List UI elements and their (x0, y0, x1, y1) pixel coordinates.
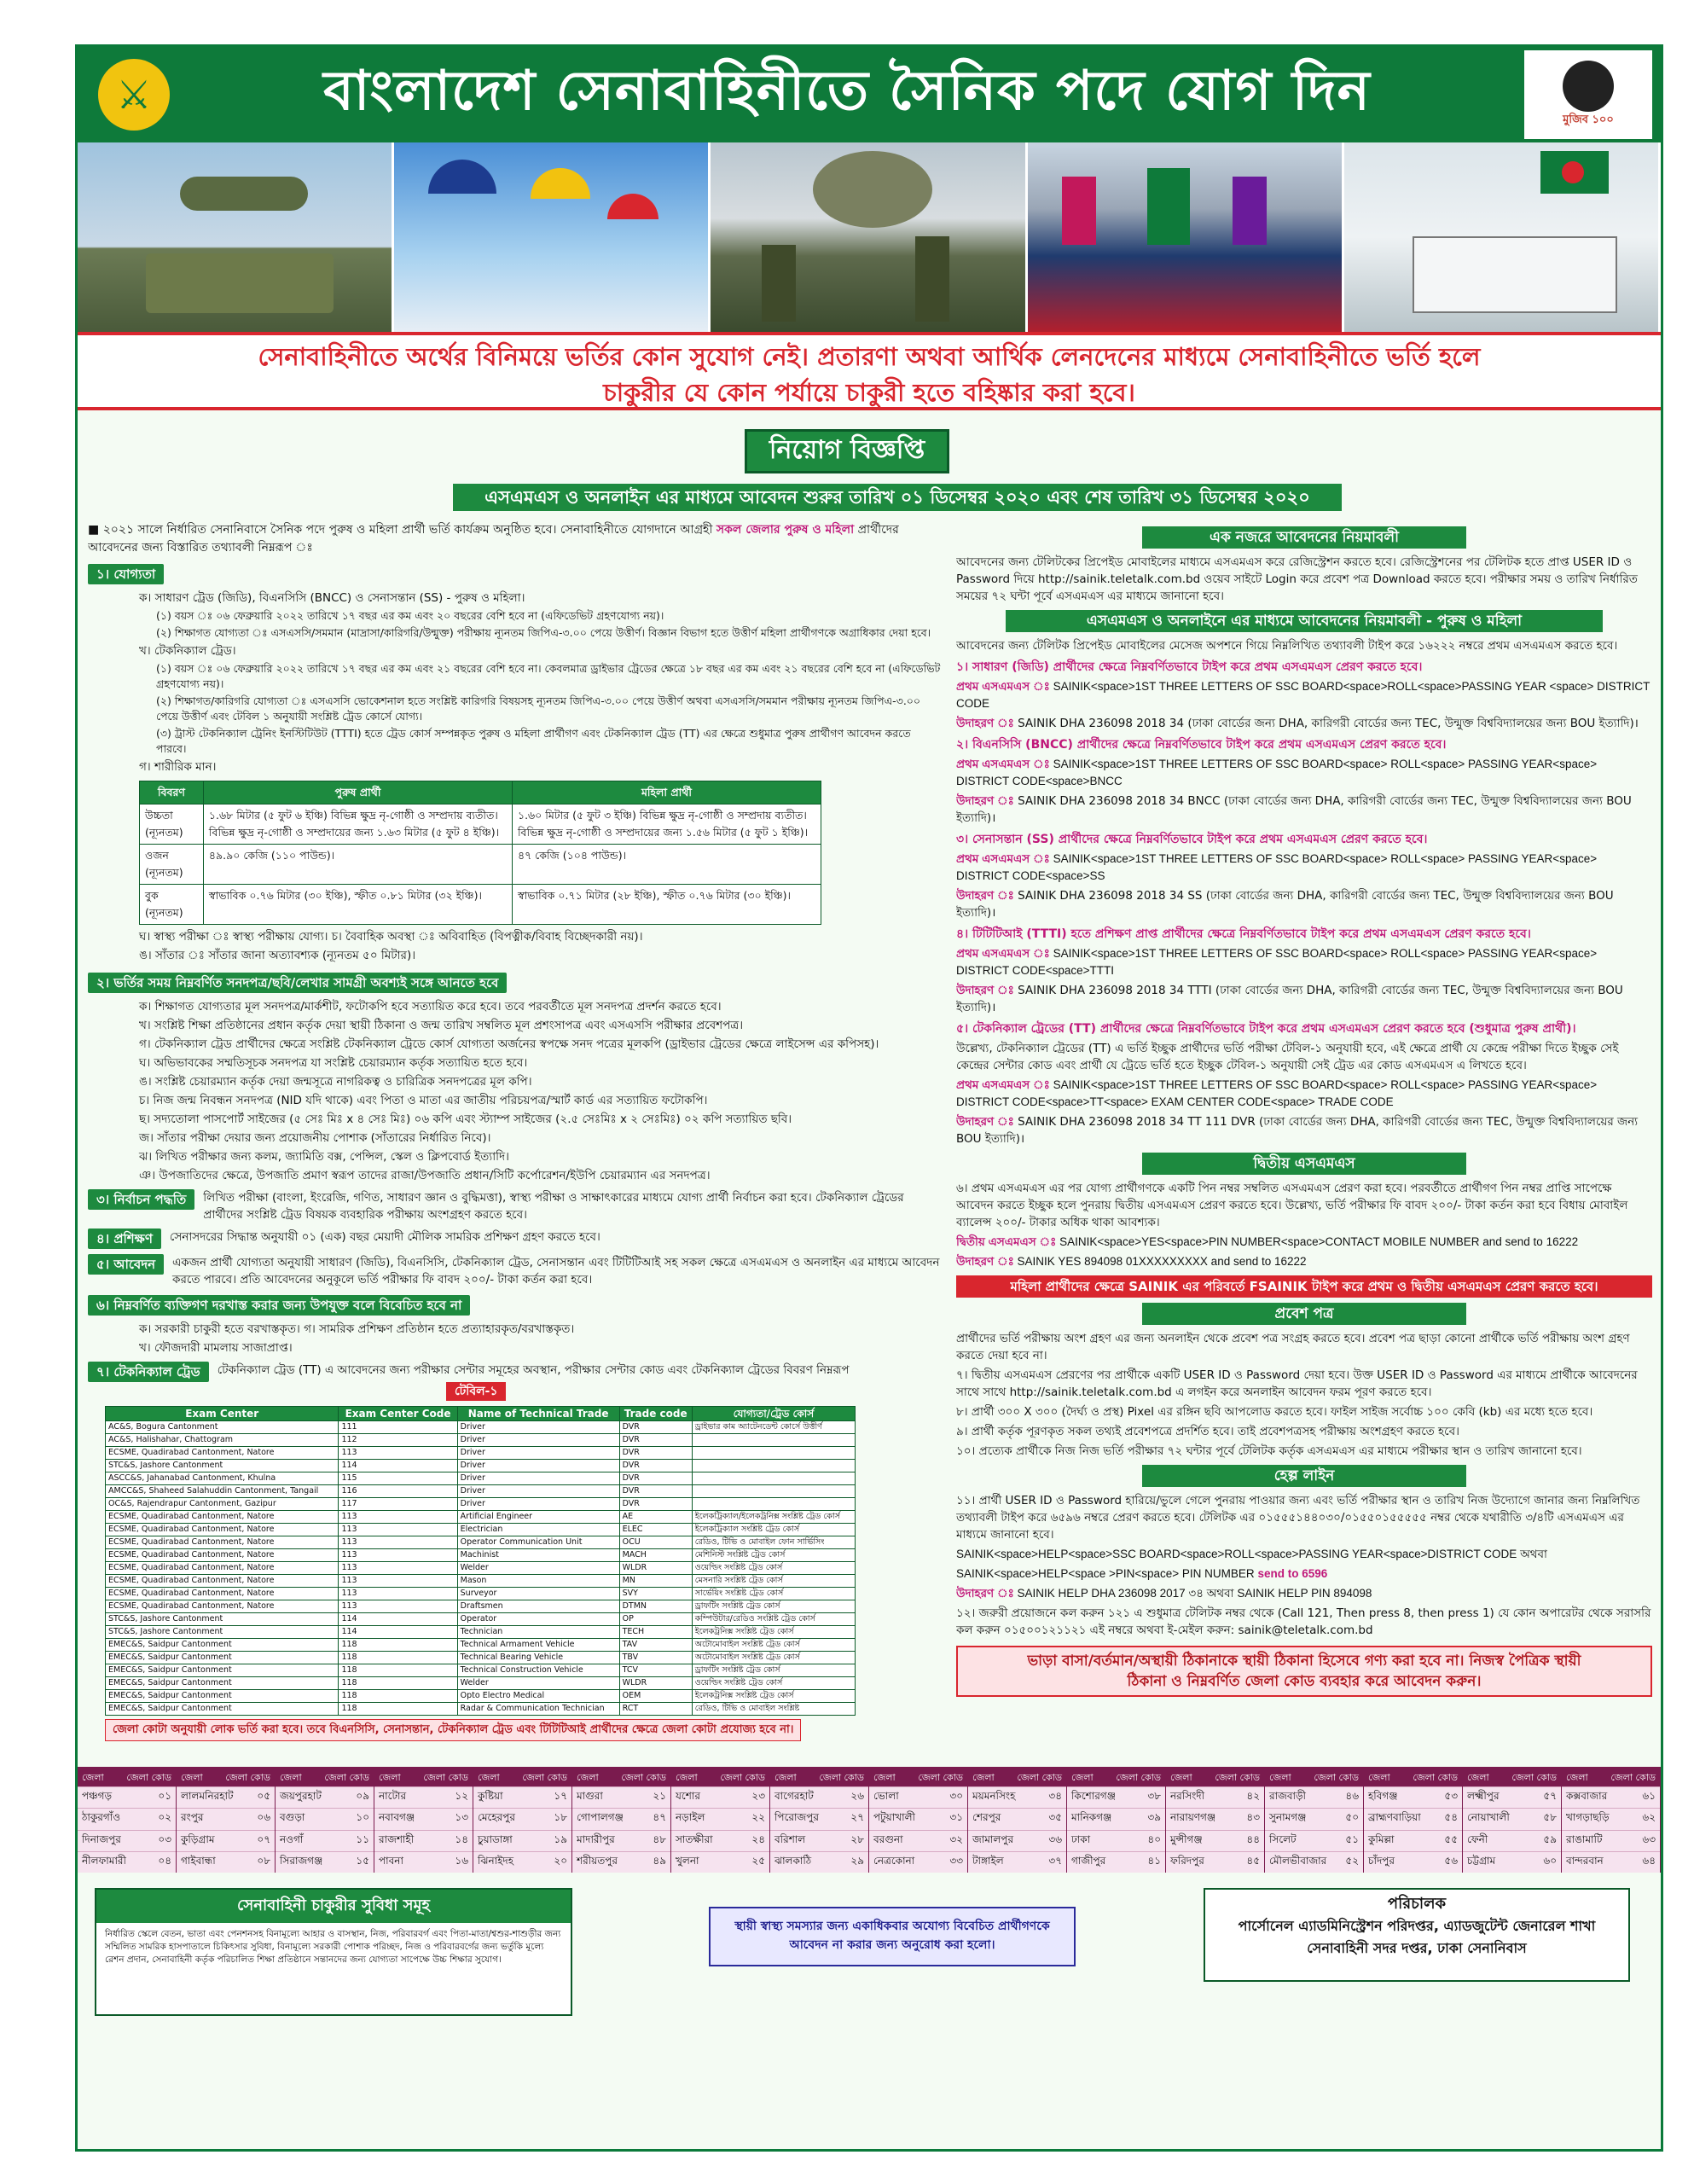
district-entry: চট্টগ্রাম ৬০ (1463, 1851, 1561, 1873)
district-entry: কিশোরগঞ্জ ৩৮ (1067, 1786, 1165, 1808)
district-entry: নড়াইল ২২ (671, 1808, 769, 1829)
ineligible-item: ক। সরকারী চাকুরী হতে বরখাস্তকৃত। গ। সামরিক প্রশিক্ষণ প্রতিষ্ঠান হতে প্রত্যাহারকৃত/বরখাস্তকৃত। (139, 1322, 575, 1336)
district-entry: লালমনিরহাট ০৫ (177, 1786, 275, 1808)
district-entry: নোয়াখালী ৫৮ (1463, 1808, 1561, 1829)
second-sms-text: ৬। প্রথম এসএমএস এর পর যোগ্য প্রার্থীগণকে একটি পিন নম্বর সম্বলিত এসএমএস প্রেরণ করা হবে। পরবর্তীতে প্রার্থীগণ পিন নম্বর প্রাপ্তি সাপেক্ষে আবেদন করতে ইচ্ছুক হলে পুনরায় দ্বিতীয় এসএমএস প্রেরণ করতে হবে। উল্লেখ্য, ভর্তি পরীক্ষার ফি বাবদ ২০০/- টাকা কর্তন করা হবে বিধায় মোবাইল ব্যালেন্স ২০০/- টাকার অধিক থাকা আবশ্যক। (956, 1182, 1628, 1229)
district-column (968, 1769, 1067, 1873)
district-column-header: জেলা জেলা কোড (968, 1769, 1066, 1786)
physical-standard-table: বিবরণ পুরুষ প্রার্থী মহিলা প্রার্থী উচ্চতা (ন্যূনতম) ১.৬৮ মিটার (৫ ফুট ৬ ইঞ্চি) বিভিন্ন ক্ষুদ্র নৃ-গোষ্ঠী ও সম্প্রদায় ব্যতীত। বিভিন্ন ক্ষুদ্র নৃ-গোষ্ঠী ও সম্প্রদায়ের জন্য ১.৬৩ মিটার (৫ ফুট ৪ ইঞ্চি)। ১.৬০ মিটার (৫ ফুট ৩ ইঞ্চি) বিভিন্ন ক্ষুদ্র নৃ-গোষ্ঠী ও সম্প্রদায় ব্যতীত। বিভিন্ন ক্ষুদ্র নৃ-গোষ্ঠী ও সম্প্রদায়ের জন্য ১.৫৬ মিটার (৫ ফুট ১ ইঞ্চি)। ওজন (ন্যূনতম) ৪৯.৯০ কেজি (১১০ পাউন্ড)। ৪৭ কেজি (১০৪ পাউন্ড)। বুক (ন্যূনতম) স্বাভাবিক ০.৭৬ মিটার (৩০ ইঞ্চি), স্ফীত ০.৮১ মিটার (৩২ ইঞ্চি)। স্বাভাবিক ০.৭১ মিটার (২৮ ইঞ্চি), স্ফীত ০.৭৬ মিটার (৩০ ইঞ্চি)। (139, 781, 821, 925)
district-entry: পাবনা ১৬ (374, 1851, 473, 1873)
district-entry: সাতক্ষীরা ২৪ (671, 1830, 769, 1851)
exam-center-table: Exam Center Exam Center Code Name of Technical Trade Trade code যোগ্যতা/ট্রেড কোর্স AC&S, Bogura Cantonment 111 Driver DVR ড্রাইভার কাম অ্যাটেনডেন্ট কোর্সে উত্তীর্ণ AC&S, Halishahar, Chattogram 112 Driver DVR ECSME, Quadirabad Cantonment, Natore 113 Driver DVR STC&S, Jashore Cantonment 114 Driver DVR ASCC&S, Jahanabad Cantonment, Khulna 115 Driver DVR AMCC&S, Shaheed Salahuddin Cantonment, Tangail 116 Driver DVR OC&S, Rajendrapur Cantonment, Gazipur 117 Driver DVR ECSME, Quadirabad Cantonment, Natore 113 Artificial Engineer AE ইলেকট্রিক্যাল/ইলেকট্রনিক্স সংশ্লিষ্ট ট্রেড কোর্স ECSME, Quadirabad Cantonment, Natore 113 Electrician ELEC ইলেকট্রিক্যাল সংশ্লিষ্ট ট্রেড কোর্স ECSME, Quadirabad Cantonment, Natore 113 Operator Communication Unit OCU রেডিও, টিভি ও মোবাইল ফোন সার্ভিসিং ECSME, Quadirabad Cantonment, Natore 113 Machinist MACH মেশিনিস্ট সংশ্লিষ্ট ট্রেড কোর্স ECSME, Quadirabad Cantonment, Natore 113 Welder WLDR ওয়েল্ডিং সংশ্লিষ্ট ট্রেড কোর্স ECSME, Quadirabad Cantonment, Natore 113 Mason MN মেসনারি সংশ্লিষ্ট ট্রেড কোর্স ECSME, Quadirabad Cantonment, Natore 113 Surveyor SVY সার্ভেয়িং সংশ্লিষ্ট ট্রেড কোর্স ECSME, Quadirabad Cantonment, Natore 113 Draftsmen DTMN ড্রাফটিং সংশ্লিষ্ট ট্রেড কোর্স STC&S, Jashore Cantonment 114 Operator OP কম্পিউটার/রেডিও সংশ্লিষ্ট ট্রেড কোর্স STC&S, Jashore Cantonment 114 Technician TECH ইলেকট্রনিক্স সংশ্লিষ্ট ট্রেড কোর্স EMEC&S, Saidpur Cantonment 118 Technical Armament Vehicle TAV অটোমোবাইল সংশ্লিষ্ট ট্রেড কোর্স EMEC&S, Saidpur Cantonment 118 Technical Bearing Vehicle TBV অটোমোবাইল সংশ্লিষ্ট ট্রেড কোর্স EMEC&S, Saidpur Cantonment 118 Technical Construction Vehicle TCV ড্রাফটিং সংশ্লিষ্ট ট্রেড কোর্স EMEC&S, Saidpur Cantonment 118 Welder WLDR ওয়েল্ডিং সংশ্লিষ্ট ট্রেড কোর্স EMEC&S, Saidpur Cantonment 118 Opto Electro Medical OEM ইলেকট্রনিক্স সংশ্লিষ্ট ট্রেড কোর্স EMEC&S, Saidpur Cantonment 118 Radar & Communication Technician RCT রেডিও, টিভি ও মোবাইল সংশ্লিষ্ট (105, 1406, 856, 1716)
female-candidate-bar: মহিলা প্রার্থীদের ক্ষেত্রে SAINIK এর পরিবর্তে FSAINIK টাইপ করে প্রথম ও দ্বিতীয় এসএমএস প্রেরণ করতে হবে। (956, 1275, 1652, 1298)
district-entry: বাগেরহাট ২৬ (770, 1786, 868, 1808)
tt-sms: প্রথম এসএমএস ঃ SAINIK<space>1ST THREE LETTERS OF SSC BOARD<space> ROLL<space> PASSING YEAR<space> DISTRICT CODE<space>TT<space> EXAM CENTER CODE<space> TRADE CODE (956, 1078, 1598, 1108)
photo-strip (78, 142, 1661, 332)
table-row: STC&S, Jashore Cantonment 114 Technician TECH ইলেকট্রনিক্স সংশ্লিষ্ট ট্রেড কোর্স (106, 1626, 856, 1639)
eligibility-general-education: (২) শিক্ষাগত যোগ্যতা ঃ এসএসসি/সমমান (মাদ্রাসা/কারিগরি/উন্মুক্ত) পরীক্ষায় ন্যূনতম জিপিএ-৩.০০ পেয়ে উত্তীর্ণ। বিজ্ঞান বিভাগ হতে উত্তীর্ণ মহিলা প্রার্থীগণকে অগ্রাধিকার দেয়া হবে। (156, 626, 931, 639)
district-column-header: জেলা জেলা কোড (770, 1769, 868, 1786)
helpline-sms-2: SAINIK<space>HELP<space >PIN<space> PIN NUMBER send to 6596 (956, 1567, 1328, 1580)
table-row: AC&S, Halishahar, Chattogram 112 Driver DVR (106, 1434, 856, 1447)
district-column (1067, 1769, 1166, 1873)
ss-title: ৩। সেনাসন্তান (SS) প্রার্থীদের ক্ষেত্রে নিম্নবর্ণিতভাবে টাইপ করে প্রথম এসএমএস প্রেরণ করতে হবে। (956, 833, 1428, 846)
photo-un-vehicle (1344, 142, 1661, 332)
district-entry: ব্রাহ্মণবাড়িয়া ৫৪ (1364, 1808, 1462, 1829)
gd-title: ১। সাধারণ (জিডি) প্রার্থীদের ক্ষেত্রে নিম্নবর্ণিতভাবে টাইপ করে প্রথম এসএমএস প্রেরণ করতে হবে। (956, 660, 1423, 674)
district-entry: রাজশাহী ১৪ (374, 1830, 473, 1851)
district-entry: রাঙামাটি ৬৩ (1562, 1830, 1660, 1851)
district-column (177, 1769, 276, 1873)
eligibility-technical: খ। টেকনিক্যাল ট্রেড। (139, 644, 236, 658)
district-column-header: জেলা জেলা কোড (374, 1769, 473, 1786)
district-entry: নীলফামারী ০৪ (78, 1851, 176, 1873)
sms-intro: আবেদনের জন্য টেলিটক প্রিপেইড মোবাইলের মেসেজ অপশনে গিয়ে নিম্নলিখিত তথ্যাবলী টাইপ করে ১৬২২২ নম্বরে প্রথম এসএমএস করতে হবে। (956, 639, 1618, 653)
district-column-header: জেলা জেলা কোড (473, 1769, 571, 1786)
table-1-label: টেবিল-১ (446, 1382, 506, 1401)
admit-line: ৯। প্রার্থী কর্তৃক পূরণকৃত সকল তথ্যই প্রবেশপত্রে প্রদর্শিত হবে। তাই প্রবেশপত্রসহ পরীক্ষায় অংশগ্রহণ করতে হবে। (956, 1425, 1459, 1438)
district-column-header: জেলা জেলা কোড (1067, 1769, 1165, 1786)
district-entry: চাঁদপুর ৫৬ (1364, 1851, 1462, 1873)
district-entry: গাইবান্ধা ০৮ (177, 1851, 275, 1873)
district-entry: পঞ্চগড় ০১ (78, 1786, 176, 1808)
document-item: ঙ। সংশ্লিষ্ট চেয়ারম্যান কর্তৃক দেয়া জন্মসূত্রে নাগরিকত্ব ও চারিত্রিক সনদপত্রের মূল কপি। (139, 1075, 532, 1089)
table-row: ASCC&S, Jahanabad Cantonment, Khulna 115 Driver DVR (106, 1472, 856, 1485)
eligibility-technical-age: (১) বয়স ঃ ০৬ ফেব্রুয়ারি ২০২২ তারিখে ১৭ বছর এর কম এবং ২১ বছরের বেশি হবে না। কেবলমাত্র ড্রাইভার ট্রেডের ক্ষেত্রে ১৮ বছর এর কম এবং ২১ বছরের বেশি হবে না (এফিডেভিট গ্রহণযোগ্য নয়)। (156, 662, 941, 690)
table-row: STC&S, Jashore Cantonment 114 Driver DVR (106, 1460, 856, 1472)
eligibility-general-age: (১) বয়স ঃ ০৬ ফেব্রুয়ারি ২০২২ তারিখে ১৭ বছর এর কম এবং ২০ বছরের বেশি হবে না (এফিডেভিট গ্রহণযোগ্য নয়)। (156, 609, 664, 622)
district-entry: টাঙ্গাইল ৩৭ (968, 1851, 1066, 1873)
recruitment-poster (75, 44, 1663, 2152)
portrait-icon (1563, 61, 1614, 112)
table-row: ECSME, Quadirabad Cantonment, Natore 113 Welder WLDR ওয়েল্ডিং সংশ্লিষ্ট ট্রেড কোর্স (106, 1562, 856, 1575)
tt-text: উল্লেখ্য, টেকনিক্যাল ট্রেডের (TT) এ ভর্তি ইচ্ছুক প্রার্থীদের ভর্তি পরীক্ষা টেবিল-১ অনুযায়ী হবে, এই ক্ষেত্রে প্রার্থী যে কেন্দ্রে পরীক্ষা দিতে ইচ্ছুক সেই কেন্দ্রের সেন্টার কোড এবং প্রার্থী যে ট্রেডে ভর্তি হতে ইচ্ছুক টেবিল-১ অনুযায়ী সেই ট্রেড এর কোড এসএমএস এ লিখতে হবে। (956, 1042, 1619, 1072)
district-entry: চুয়াডাঙ্গা ১৯ (473, 1830, 571, 1851)
table-row: ECSME, Quadirabad Cantonment, Natore 113 Electrician ELEC ইলেকট্রিক্যাল সংশ্লিষ্ট ট্রেড কোর্স (106, 1524, 856, 1536)
document-item: ঝ। লিখিত পরীক্ষার জন্য কলম, জ্যামিতি বক্স, পেন্সিল, স্কেল ও ক্লিপবোর্ড ইত্যাদি। (139, 1150, 509, 1164)
district-entry: ঠাকুরগাঁও ০২ (78, 1808, 176, 1829)
glance-title: এক নজরে আবেদনের নিয়মাবলী (1142, 526, 1466, 549)
poster-title: বাংলাদেশ সেনাবাহিনীতে সৈনিক পদে যোগ দিন (323, 59, 1371, 123)
gd-sms: প্রথম এসএমএস ঃ SAINIK<space>1ST THREE LETTERS OF SSC BOARD<space>ROLL<space>PASSING YEAR <space> DISTRICT CODE (956, 680, 1650, 710)
district-entry: নবাবগঞ্জ ১৩ (374, 1808, 473, 1829)
district-column-header: জেলা জেলা কোড (869, 1769, 967, 1786)
district-entry: ঢাকা ৪০ (1067, 1830, 1165, 1851)
district-column (1166, 1769, 1265, 1873)
table-row: উচ্চতা (ন্যূনতম) ১.৬৮ মিটার (৫ ফুট ৬ ইঞ্চি) বিভিন্ন ক্ষুদ্র নৃ-গোষ্ঠী ও সম্প্রদায় ব্যতীত। বিভিন্ন ক্ষুদ্র নৃ-গোষ্ঠী ও সম্প্রদায়ের জন্য ১.৬৩ মিটার (৫ ফুট ৪ ইঞ্চি)। ১.৬০ মিটার (৫ ফুট ৩ ইঞ্চি) বিভিন্ন ক্ষুদ্র নৃ-গোষ্ঠী ও সম্প্রদায় ব্যতীত। বিভিন্ন ক্ষুদ্র নৃ-গোষ্ঠী ও সম্প্রদায়ের জন্য ১.৫৬ মিটার (৫ ফুট ১ ইঞ্চি)। (140, 804, 821, 845)
district-entry: কুড়িগ্রাম ০৭ (177, 1830, 275, 1851)
left-column (88, 521, 941, 1760)
district-entry: সিরাজগঞ্জ ১৫ (276, 1851, 374, 1873)
district-entry: বরিশাল ২৮ (770, 1830, 868, 1851)
helpline-sms-1: SAINIK<space>HELP<space>SSC BOARD<space>ROLL<space>PASSING YEAR<space>DISTRICT CODE অথবা (956, 1548, 1547, 1560)
table-row: বুক (ন্যূনতম) স্বাভাবিক ০.৭৬ মিটার (৩০ ইঞ্চি), স্ফীত ০.৮১ মিটার (৩২ ইঞ্চি)। স্বাভাবিক ০.৭১ মিটার (২৮ ইঞ্চি), স্ফীত ০.৭৬ মিটার (৩০ ইঞ্চি)। (140, 885, 821, 925)
helpline-text: ১১। প্রার্থী USER ID ও Password হারিয়ে/ভুলে গেলে পুনরায় পাওয়ার জন্য এবং ভর্তি পরীক্ষার স্থান ও তারিখ নিজ উদ্যোগে জানার জন্য নিম্নলিখিত তথ্যাবলী টাইপ করে ৬৫৯৬ নম্বরে প্রেরণ করতে হবে। টেলিটক এর ০১৫৫৫১৪৪০৩০/০১৫৫০১৫৫৫৫৫ নম্বর থেকে যথারীতি ৩/৪টি এসএমএস এর মাধ্যমে জানানো হবে। (956, 1494, 1640, 1542)
district-entry: মৌলভীবাজার ৫২ (1265, 1851, 1363, 1873)
district-entry: সুনামগঞ্জ ৫০ (1265, 1808, 1363, 1829)
director-line-1: পার্সোনেল এ্যাডমিনিস্ট্রেশন পরিদপ্তর, এ্যাডজুটেন্ট জেনারেল শাখা (1238, 1918, 1596, 1934)
table-row: ECSME, Quadirabad Cantonment, Natore 113 Artificial Engineer AE ইলেকট্রিক্যাল/ইলেকট্রনিক্স সংশ্লিষ্ট ট্রেড কোর্স (106, 1511, 856, 1524)
district-entry: পটুয়াখালী ৩১ (869, 1808, 967, 1829)
table-row: AC&S, Bogura Cantonment 111 Driver DVR ড্রাইভার কাম অ্যাটেনডেন্ট কোর্সে উত্তীর্ণ (106, 1421, 856, 1434)
glance-text: আবেদনের জন্য টেলিটকের প্রিপেইড মোবাইলের মাধ্যমে এসএমএস করে রেজিস্ট্রেশন করতে হবে। রেজিস্ট্রেশনের পর টেলিটক হতে প্রাপ্ত USER ID ও Password দিয়ে http://sainik.teletalk.com.bd ওয়েব সাইটে Login করে প্রবেশ পত্র Download করতে হবে। পরীক্ষার সময় ও তারিখ নির্ধারিত সময়ের ৭২ ঘন্টা পূর্বে এসএমএস এর মাধ্যমে জানানো হবে। (956, 555, 1638, 603)
footer (78, 1873, 1661, 2149)
district-entry: খুলনা ২৫ (671, 1851, 769, 1873)
notice-title: নিয়োগ বিজ্ঞপ্তি (745, 429, 949, 473)
army-crest-icon: ⚔ (98, 59, 170, 131)
district-entry: নারায়ণগঞ্জ ৪৩ (1166, 1808, 1264, 1829)
helpline-title: হেল্প লাইন (1142, 1465, 1466, 1487)
district-entry: জয়পুরহাট ০৯ (276, 1786, 374, 1808)
district-entry: যশোর ২৩ (671, 1786, 769, 1808)
district-column-header: জেলা জেলা কোড (78, 1769, 176, 1786)
gd-example: উদাহরণ ঃ SAINIK DHA 236098 2018 34 (ঢাকা বোর্ডের জন্য DHA, কারিগরী বোর্ডের জন্য TEC, উন্মুক্ত বিশ্ববিদ্যালয়ের জন্য BOU ইত্যাদি)। (956, 717, 1639, 730)
district-entry: গোপালগঞ্জ ৪৭ (572, 1808, 670, 1829)
document-item: ছ। সদ্যতোলা পাসপোর্ট সাইজের (৫ সেঃ মিঃ x ৪ সেঃ মিঃ) ০৬ কপি এবং স্ট্যাম্প সাইজের (২.৫ সেঃমিঃ x ২ সেঃমিঃ) ০২ কপি সত্যায়িত ছবি। (139, 1112, 792, 1126)
sms-rules-title: এসএমএস ও অনলাইনে এর মাধ্যমে আবেদনের নিয়মাবলী - পুরুষ ও মহিলা (1006, 610, 1603, 632)
district-entry: মেহেরপুর ১৮ (473, 1808, 571, 1829)
district-column (473, 1769, 572, 1873)
table-row: STC&S, Jashore Cantonment 114 Operator OP কম্পিউটার/রেডিও সংশ্লিষ্ট ট্রেড কোর্স (106, 1613, 856, 1626)
district-entry: বান্দরবান ৬৪ (1562, 1851, 1660, 1873)
district-code-table (78, 1767, 1661, 1873)
photo-parade-flags (1028, 142, 1344, 332)
header-banner (78, 47, 1661, 142)
admit-line: ১০। প্রত্যেক প্রার্থীকে নিজ নিজ ভর্তি পরীক্ষার ৭২ ঘন্টার পূর্বে টেলিটক কর্তৃক এসএমএস এর মাধ্যমে পরীক্ষার স্থান ও তারিখ জানানো হবে। (956, 1444, 1582, 1458)
district-quota-note: জেলা কোটা অনুযায়ী লোক ভর্তি করা হবে। তবে বিএনসিসি, সেনাসন্তান, টেকনিক্যাল ট্রেড এবং টিটিটিআই প্রার্থীদের ক্ষেত্রে জেলা কোটা প্রযোজ্য হবে না। (105, 1719, 801, 1741)
right-column (956, 521, 1652, 1758)
admit-card-title: প্রবেশ পত্র (1142, 1303, 1466, 1325)
intro-paragraph: ■ ২০২১ সালে নির্ধারিত সেনানিবাসে সৈনিক পদে পুরুষ ও মহিলা প্রার্থী ভর্তি কার্যক্রম অনুষ্ঠিত হবে। সেনাবাহিনীতে যোগদানে আগ্রহী সকল জেলার পুরুষ ও মহিলা প্রার্থীদের আবেদনের জন্য বিস্তারিত তথ্যাবলী নিম্নরূপ ঃ (88, 523, 899, 555)
fraud-warning (78, 332, 1661, 410)
ss-example: উদাহরণ ঃ SAINIK DHA 236098 2018 34 SS (ঢাকা বোর্ডের জন্য DHA, কারিগরী বোর্ডের জন্য TEC, উন্মুক্ত বিশ্ববিদ্যালয়ের জন্য BOU ইত্যাদি)। (956, 889, 1614, 920)
benefits-box (95, 1888, 572, 2016)
application-text: একজন প্রার্থী যোগ্যতা অনুযায়ী সাধারণ (জিডি), বিএনসিসি, টেকনিক্যাল ট্রেড, সেনাসন্তান এবং টিটিটিআই সহ সকল ক্ষেত্রে এসএমএস ও অনলাইন এর মাধ্যমে আবেদন করতে পারবে। প্রতি আবেদনের অনুকূলে ভর্তি পরীক্ষার ফি বাবদ ২০০/- টাকা কর্তন করা হবে। (172, 1256, 940, 1287)
document-item: ক। শিক্ষাগত যোগ্যতার মূল সনদপত্র/মার্কশীট, ফটোকপি হবে সত্যায়িত করে হবে। তবে পরবর্তীতে মূল সনদপত্র প্রদর্শন করতে হবে। (139, 1000, 722, 1014)
table-row: ECSME, Quadirabad Cantonment, Natore 113 Mason MN মেসনারি সংশ্লিষ্ট ট্রেড কোর্স (106, 1575, 856, 1588)
document-item: জ। সাঁতার পরীক্ষা দেয়ার জন্য প্রয়োজনীয় পোশাক (সাঁতারের নির্ধারিত নিবে)। (139, 1131, 491, 1145)
district-column-header: জেলা জেলা কোড (1364, 1769, 1462, 1786)
section-technical-trade: ৭। টেকনিক্যাল ট্রেড টেকনিক্যাল ট্রেড (TT) এ আবেদনের জন্য পরীক্ষার সেন্টার সমূহের অবস্থান, পরীক্ষার সেন্টার কোড এবং টেকনিক্যাল ট্রেডের বিবরণ নিম্নরূপ (88, 1362, 941, 1382)
district-entry: শরীয়তপুর ৪৯ (572, 1851, 670, 1873)
ttti-sms: প্রথম এসএমএস ঃ SAINIK<space>1ST THREE LETTERS OF SSC BOARD<space> ROLL<space> PASSING YEAR<space> DISTRICT CODE<space>TTTI (956, 947, 1598, 977)
district-column (1463, 1769, 1562, 1873)
district-column-header: জেলা জেলা কোড (177, 1769, 275, 1786)
section-application: ৫। আবেদন একজন প্রার্থী যোগ্যতা অনুযায়ী সাধারণ (জিডি), বিএনসিসি, টেকনিক্যাল ট্রেড, সেনাসন্তান এবং টিটিটিআই সহ সকল ক্ষেত্রে এসএমএস ও অনলাইন এর মাধ্যমে আবেদন করতে পারবে। প্রতি আবেদনের অনুকূলে ভর্তি পরীক্ষার ফি বাবদ ২০০/- টাকা কর্তন করা হবে। (88, 1254, 941, 1288)
eligibility-general: ক। সাধারণ ট্রেড (জিডি), বিএনসিসি (BNCC) ও সেনাসন্তান (SS) - পুরুষ ও মহিলা। (139, 591, 525, 605)
district-entry: লক্ষ্মীপুর ৫৭ (1463, 1786, 1561, 1808)
table-row: EMEC&S, Saidpur Cantonment 118 Welder WLDR ওয়েল্ডিং সংশ্লিষ্ট ট্রেড কোর্স (106, 1677, 856, 1690)
district-column-header: জেলা জেলা কোড (572, 1769, 670, 1786)
table-row: EMEC&S, Saidpur Cantonment 118 Technical Construction Vehicle TCV ড্রাফটিং সংশ্লিষ্ট ট্রেড কোর্স (106, 1664, 856, 1677)
district-column-header: জেলা জেলা কোড (671, 1769, 769, 1786)
district-entry: বগুড়া ১০ (276, 1808, 374, 1829)
tt-example: উদাহরণ ঃ SAINIK DHA 236098 2018 34 TT 111 DVR (ঢাকা বোর্ডের জন্য DHA, কারিগরী বোর্ডের জন্য TEC, উন্মুক্ত বিশ্ববিদ্যালয়ের জন্য BOU ইত্যাদি)। (956, 1115, 1639, 1146)
district-column-header: জেলা জেলা কোড (1562, 1769, 1660, 1786)
district-entry: দিনাজপুর ০৩ (78, 1830, 176, 1851)
document-item: গ। টেকনিক্যাল ট্রেড প্রার্থীদের ক্ষেত্রে সংশ্লিষ্ট টেকনিক্যাল ট্রেডে কোর্স যোগ্যতা অর্জনের স্বপক্ষে সনদ পত্রের মূলকপি (ড্রাইভার ট্রেডের ক্ষেত্রে লাইসেন্স এর কপিসহ)। (139, 1037, 879, 1051)
district-entry: ফেনী ৫৯ (1463, 1830, 1561, 1851)
district-column (671, 1769, 770, 1873)
admit-line: ৮। প্রার্থী ৩০০ X ৩০০ (দৈর্ঘ্য ও প্রস্থ) Pixel এর রঙ্গিন ছবি আপলোড করতে হবে। ফাইল সাইজ সর্বোচ্চ ১০০ কেবি (kb) এর মধ্যে হতে হবে। (956, 1405, 1593, 1419)
district-column (374, 1769, 473, 1873)
warning-line-1: সেনাবাহিনীতে অর্থের বিনিময়ে ভর্তির কোন সুযোগ নেই। প্রতারণা অথবা আর্থিক লেনদেনের মাধ্যমে সেনাবাহিনীতে ভর্তি হলে (258, 342, 1481, 371)
district-entry: ময়মনসিংহ ৩৪ (968, 1786, 1066, 1808)
district-entry: নেত্রকোনা ৩৩ (869, 1851, 967, 1873)
bncc-example: উদাহরণ ঃ SAINIK DHA 236098 2018 34 BNCC (ঢাকা বোর্ডের জন্য DHA, কারিগরী বোর্ডের জন্য TEC, উন্মুক্ত বিশ্ববিদ্যালয়ের জন্য BOU ইত্যাদি)। (956, 794, 1632, 825)
director-title: পরিচালক (1387, 1895, 1447, 1913)
table-row: AMCC&S, Shaheed Salahuddin Cantonment, Tangail 116 Driver DVR (106, 1485, 856, 1498)
table-row: ওজন (ন্যূনতম) ৪৯.৯০ কেজি (১১০ পাউন্ড)। ৪৭ কেজি (১০৪ পাউন্ড)। (140, 845, 821, 885)
eligibility-ttti: (৩) ট্রাস্ট টেকনিক্যাল ট্রেনিং ইনস্টিটিউট (TTTI) হতে ট্রেড কোর্স সম্পন্নকৃত পুরুষ ও মহিলা প্রার্থীগণ এবং টেকনিক্যাল ট্রেড (TT) এর ক্ষেত্রে শুধুমাত্র পুরুষ প্রার্থীগণ আবেদন করতে পারবে। (156, 727, 911, 755)
district-entry: মুন্সীগঞ্জ ৪৪ (1166, 1830, 1264, 1851)
photo-paratroopers (394, 142, 711, 332)
table-row: ECSME, Quadirabad Cantonment, Natore 113 Driver DVR (106, 1447, 856, 1460)
district-entry: ঝিনাইদহ ২০ (473, 1851, 571, 1873)
health-marital: ঘ। স্বাস্থ্য পরীক্ষা ঃ স্বাস্থ্য পরীক্ষায় যোগ্য। চ। বৈবাহিক অবস্থা ঃ অবিবাহিত (বিপত্নীক/বিবাহ বিচ্ছেদকারী নয়)। (139, 930, 643, 944)
district-column (1364, 1769, 1463, 1873)
health-note: স্থায়ী স্বাস্থ্য সমস্যার জন্য একাধিকবার অযোগ্য বিবেচিত প্রার্থীগণকে আবেদন না করার জন্য অনুরোধ করা হলো। (709, 1907, 1076, 1966)
district-entry: কুমিল্লা ৫৫ (1364, 1830, 1462, 1851)
benefits-title: সেনাবাহিনী চাকুরীর সুবিধা সমূহ (96, 1890, 571, 1923)
second-sms: দ্বিতীয় এসএমএস ঃ SAINIK<space>YES<space>PIN NUMBER<space>CONTACT MOBILE NUMBER and send to 16222 (956, 1235, 1579, 1248)
district-entry: হবিগঞ্জ ৫৩ (1364, 1786, 1462, 1808)
ttti-title: ৪। টিটিটিআই (TTTI) হতে প্রশিক্ষণ প্রাপ্ত প্রার্থীদের ক্ষেত্রে নিম্নবর্ণিতভাবে টাইপ করে প্রথম এসএমএস প্রেরণ করতে হবে। (956, 927, 1531, 941)
district-column (770, 1769, 869, 1873)
ineligible-item: খ। ফৌজদারী মামলায় সাজাপ্রাপ্ত। (139, 1341, 293, 1355)
district-entry: জামালপুর ৩৬ (968, 1830, 1066, 1851)
district-column-header: জেলা জেলা কোড (1265, 1769, 1363, 1786)
helpline-example: উদাহরণ ঃ SAINIK HELP DHA 236098 2017 ৩৪ অথবা SAINIK HELP PIN 894098 (956, 1587, 1372, 1600)
selection-text: লিখিত পরীক্ষা (বাংলা, ইংরেজি, গণিত, সাধারণ জ্ঞান ও বুদ্ধিমত্তা), স্বাস্থ্য পরীক্ষা ও সাক্ষাৎকারের মাধ্যমে যোগ্য প্রার্থী নির্বাচন করা হবে। টেকনিক্যাল ট্রেডের প্রার্থীদের সংশ্লিষ্ট ট্রেড বিষয়ক ব্যবহারিক পরীক্ষায় অংশগ্রহণ করতে হবে। (203, 1191, 904, 1222)
district-entry: গাজীপুর ৪১ (1067, 1851, 1165, 1873)
application-date-bar: এসএমএস ও অনলাইন এর মাধ্যমে আবেদন শুরুর তারিখ ০১ ডিসেম্বর ২০২০ এবং শেষ তারিখ ৩১ ডিসেম্বর ২০২০ (453, 484, 1342, 511)
ttti-example: উদাহরণ ঃ SAINIK DHA 236098 2018 34 TTTI (ঢাকা বোর্ডের জন্য DHA, কারিগরী বোর্ডের জন্য TEC, উন্মুক্ত বিশ্ববিদ্যালয়ের জন্য BOU ইত্যাদি)। (956, 984, 1623, 1014)
bncc-title: ২। বিএনসিসি (BNCC) প্রার্থীদের ক্ষেত্রে নিম্নবর্ণিতভাবে টাইপ করে প্রথম এসএমএস প্রেরণ করতে হবে। (956, 738, 1447, 752)
district-column-header: জেলা জেলা কোড (1463, 1769, 1561, 1786)
district-entry: কুষ্টিয়া ১৭ (473, 1786, 571, 1808)
district-entry: ঝালকাঠি ২৯ (770, 1851, 868, 1873)
table-row: ECSME, Quadirabad Cantonment, Natore 113 Draftsmen DTMN ড্রাফটিং সংশ্লিষ্ট ট্রেড কোর্স (106, 1600, 856, 1613)
district-column (1562, 1769, 1661, 1873)
document-item: চ। নিজ জন্ম নিবন্ধন সনদপত্র (NID যদি থাকে) এবং পিতা ও মাতা এর জাতীয় পরিচয়পত্র/স্মার্ট কার্ড এর সত্যায়িত ফটোকপি। (139, 1094, 708, 1107)
photo-soldiers-helicopter (711, 142, 1027, 332)
photo-helicopter-missile (78, 142, 394, 332)
district-entry: ফরিদপুর ৪৫ (1166, 1851, 1264, 1873)
district-entry: রাজবাড়ী ৪৬ (1265, 1786, 1363, 1808)
second-sms-title: দ্বিতীয় এসএমএস (1142, 1153, 1466, 1175)
table-row: ECSME, Quadirabad Cantonment, Natore 113 Machinist MACH মেশিনিস্ট সংশ্লিষ্ট ট্রেড কোর্স (106, 1549, 856, 1562)
admit-line: প্রার্থীদের ভর্তি পরীক্ষায় অংশ গ্রহণ এর জন্য অনলাইন থেকে প্রবেশ পত্র সংগ্রহ করতে হবে। প্রবেশ পত্র ছাড়া কোনো প্রার্থীকে ভর্তি পরীক্ষায় অংশ গ্রহণ করতে দেয়া হবে না। (956, 1332, 1630, 1362)
section-selection: ৩। নির্বাচন পদ্ধতি লিখিত পরীক্ষা (বাংলা, ইংরেজি, গণিত, সাধারণ জ্ঞান ও বুদ্ধিমত্তা), স্বাস্থ্য পরীক্ষা ও সাক্ষাৎকারের মাধ্যমে যোগ্য প্রার্থী নির্বাচন করা হবে। টেকনিক্যাল ট্রেডের প্রার্থীদের সংশ্লিষ্ট ট্রেড বিষয়ক ব্যবহারিক পরীক্ষায় অংশগ্রহণ করতে হবে। (88, 1189, 941, 1223)
district-column (276, 1769, 374, 1873)
emblem-label: মুজিব ১০০ (1563, 113, 1614, 126)
notice-body (78, 410, 1661, 1767)
district-entry: নরসিংদী ৪২ (1166, 1786, 1264, 1808)
district-entry: খাগড়াছড়ি ৬২ (1562, 1808, 1660, 1829)
district-column (78, 1769, 177, 1873)
director-box (1204, 1888, 1630, 1982)
table-row: ECSME, Quadirabad Cantonment, Natore 113 Surveyor SVY সার্ভেয়িং সংশ্লিষ্ট ট্রেড কোর্স (106, 1588, 856, 1600)
physical-standard-heading: গ। শারীরিক মান। (139, 760, 217, 774)
district-column-header: জেলা জেলা কোড (276, 1769, 374, 1786)
district-entry: নওগাঁ ১১ (276, 1830, 374, 1851)
district-entry: সিলেট ৫১ (1265, 1830, 1363, 1851)
swimming: ঙ। সাঁতার ঃ সাঁতার জানা অত্যাবশ্যক (ন্যূনতম ৫০ মিটার)। (139, 949, 416, 962)
district-column (572, 1769, 671, 1873)
second-sms-example: উদাহরণ ঃ SAINIK YES 894098 01XXXXXXXXX and send to 16222 (956, 1255, 1307, 1268)
document-item: ঘ। অভিভাবকের সম্মতিসূচক সনদপত্র যা সংশ্লিষ্ট চেয়ারম্যান কর্তৃক সত্যায়িত হতে হবে। (139, 1056, 528, 1070)
district-entry: শেরপুর ৩৫ (968, 1808, 1066, 1829)
district-entry: কক্সবাজার ৬১ (1562, 1786, 1660, 1808)
tt-title: ৫। টেকনিক্যাল ট্রেডের (TT) প্রার্থীদের ক্ষেত্রে নিম্নবর্ণিতভাবে টাইপ করে প্রথম এসএমএস প্রেরণ করতে হবে (শুধুমাত্র পুরুষ প্রার্থী)। (956, 1022, 1576, 1036)
eligibility-technical-education: (২) শিক্ষাগত/কারিগরি যোগ্যতা ঃ এসএসসি ভোকেশনাল হতে সংশ্লিষ্ট কারিগরি বিষয়সহ ন্যূনতম জিপিএ-৩.০০ পেয়ে উত্তীর্ণ অথবা এসএসসি/সমমান পরীক্ষায় ন্যূনতম জিপিএ-৩.০০ পেয়ে উত্তীর্ণ এবং টেবিল ১ অনুযায়ী সংশ্লিষ্ট ট্রেড কোর্সে যোগ্য। (156, 694, 921, 723)
district-entry: মাগুরা ২১ (572, 1786, 670, 1808)
training-text: সেনাসদরের সিদ্ধান্ত অনুযায়ী ০১ (এক) বছর মেয়াদী মৌলিক সামরিক প্রশিক্ষণ গ্রহণ করতে হবে। (169, 1230, 600, 1244)
district-entry: বরগুনা ৩২ (869, 1830, 967, 1851)
warning-line-2: চাকুরীর যে কোন পর্যায়ে চাকুরী হতে বহিষ্কার করা হবে। (603, 378, 1135, 407)
table-row: EMEC&S, Saidpur Cantonment 118 Opto Electro Medical OEM ইলেকট্রনিক্স সংশ্লিষ্ট ট্রেড কোর্স (106, 1690, 856, 1703)
district-column-header: জেলা জেলা কোড (1166, 1769, 1264, 1786)
bncc-sms: প্রথম এসএমএস ঃ SAINIK<space>1ST THREE LETTERS OF SSC BOARD<space> ROLL<space> PASSING YEAR<space> DISTRICT CODE<space>BNCC (956, 758, 1598, 787)
district-column (869, 1769, 968, 1873)
document-item: ঞ। উপজাতিদের ক্ষেত্রে, উপজাতি প্রমাণ স্বরূপ তাদের রাজা/উপজাতি প্রধান/সিটি কর্পোরেশন/ইউপি চেয়ারম্যান এর সনদপত্র। (139, 1169, 711, 1182)
district-column (1265, 1769, 1364, 1873)
table-row: EMEC&S, Saidpur Cantonment 118 Radar & Communication Technician RCT রেডিও, টিভি ও মোবাইল সংশ্লিষ্ট (106, 1703, 856, 1716)
district-entry: নাটোর ১২ (374, 1786, 473, 1808)
district-entry: ভোলা ৩০ (869, 1786, 967, 1808)
table-row: ECSME, Quadirabad Cantonment, Natore 113 Operator Communication Unit OCU রেডিও, টিভি ও মোবাইল ফোন সার্ভিসিং (106, 1536, 856, 1549)
table-row: EMEC&S, Saidpur Cantonment 118 Technical Bearing Vehicle TBV অটোমোবাইল সংশ্লিষ্ট ট্রেড কোর্স (106, 1652, 856, 1664)
technical-trade-text: টেকনিক্যাল ট্রেড (TT) এ আবেদনের জন্য পরীক্ষার সেন্টার সমূহের অবস্থান, পরীক্ষার সেন্টার কোড এবং টেকনিক্যাল ট্রেডের বিবরণ নিম্নরূপ (217, 1363, 850, 1377)
ss-sms: প্রথম এসএমএস ঃ SAINIK<space>1ST THREE LETTERS OF SSC BOARD<space> ROLL<space> PASSING YEAR<space> DISTRICT CODE<space>SS (956, 852, 1598, 882)
helpline-call: ১২। জরুরী প্রয়োজনে কল করুন ১২১ এ শুধুমাত্র টেলিটক নম্বর থেকে (Call 121, Then press 8, then press 1) যে কোন অপারেটর থেকে সরাসরি কল করুন ০১৫০০১২১১২১ এই নম্বরে অথবা ই-মেইল করুন: sainik@teletalk.com.bd (956, 1606, 1651, 1637)
admit-line: ৭। দ্বিতীয় এসএমএস প্রেরণের পর প্রার্থীকে একটি USER ID ও Password দেয়া হবে। উক্ত USER ID ও Password এর মাধ্যমে প্রার্থীকে আবেদনের সাথে সাথে http://sainik.teletalk.com.bd এ লগইন করে অনলাইন আবেদন ফরম পূরণ করতে হবে। (956, 1368, 1638, 1399)
section-training: ৪। প্রশিক্ষণ সেনাসদরের সিদ্ধান্ত অনুযায়ী ০১ (এক) বছর মেয়াদী মৌলিক সামরিক প্রশিক্ষণ গ্রহণ করতে হবে। (88, 1228, 941, 1249)
section-documents: ২। ভর্তির সময় নিম্নবর্ণিত সনদপত্র/ছবি/লেখার সামগ্রী অবশ্যই সঙ্গে আনতে হবে (88, 973, 507, 993)
district-entry: পিরোজপুর ২৭ (770, 1808, 868, 1829)
district-entry: মাদারীপুর ৪৮ (572, 1830, 670, 1851)
section-eligibility: ১। যোগ্যতা (88, 564, 164, 584)
document-item: খ। সংশ্লিষ্ট শিক্ষা প্রতিষ্ঠানের প্রধান কর্তৃক দেয়া স্থায়ী ঠিকানা ও জন্ম তারিখ সম্বলিত মূল প্রশংসাপত্র এবং এসএসসি পরীক্ষার প্রবেশপত্র। (139, 1019, 744, 1032)
district-entry: মানিকগঞ্জ ৩৯ (1067, 1808, 1165, 1829)
district-entry: রংপুর ০৬ (177, 1808, 275, 1829)
table-row: OC&S, Rajendrapur Cantonment, Gazipur 117 Driver DVR (106, 1498, 856, 1511)
section-ineligible: ৬। নিম্নবর্ণিত ব্যক্তিগণ দরখাস্ত করার জন্য উপযুক্ত বলে বিবেচিত হবে না (88, 1295, 470, 1316)
director-line-2: সেনাবাহিনী সদর দপ্তর, ঢাকা সেনানিবাস (1307, 1940, 1527, 1956)
table-row: EMEC&S, Saidpur Cantonment 118 Technical Armament Vehicle TAV অটোমোবাইল সংশ্লিষ্ট ট্রেড কোর্স (106, 1639, 856, 1652)
benefits-text: নির্ধারিত স্কেলে বেতন, ভাতা এবং পেনশনসহ বিনামূল্যে আহার ও বাসস্থান, নিজ, পরিবারবর্গ এবং পিতা-মাতা/শ্বশুর-শাশুড়ীর জন্য সম্মিলিত সামরিক হাসপাতালে চিকিৎসার সুবিধা, বিনামূল্যে সরকারী পোশাক পরিচ্ছদ, নিজ ও পরিবারবর্গের জন্য ভর্তুকি মূল্যে রেশন প্রদান, সেনাবাহিনী কর্তৃক পরিচালিত শিক্ষা প্রতিষ্ঠানে সন্তানদের জন্য যোগ্যতা সাপেক্ষে উচ্চ শিক্ষার সুযোগ। (105, 1929, 561, 1965)
permanent-address-warning: ভাড়া বাসা/বর্তমান/অস্থায়ী ঠিকানাকে স্থায়ী ঠিকানা হিসেবে গণ্য করা হবে না। নিজস্ব পৈত্রিক স্থায়ী ঠিকানা ও নিম্নবর্ণিত জেলা কোড ব্যবহার করে আবেদন করুন। (956, 1646, 1652, 1697)
mujib-100-emblem (1524, 50, 1652, 139)
